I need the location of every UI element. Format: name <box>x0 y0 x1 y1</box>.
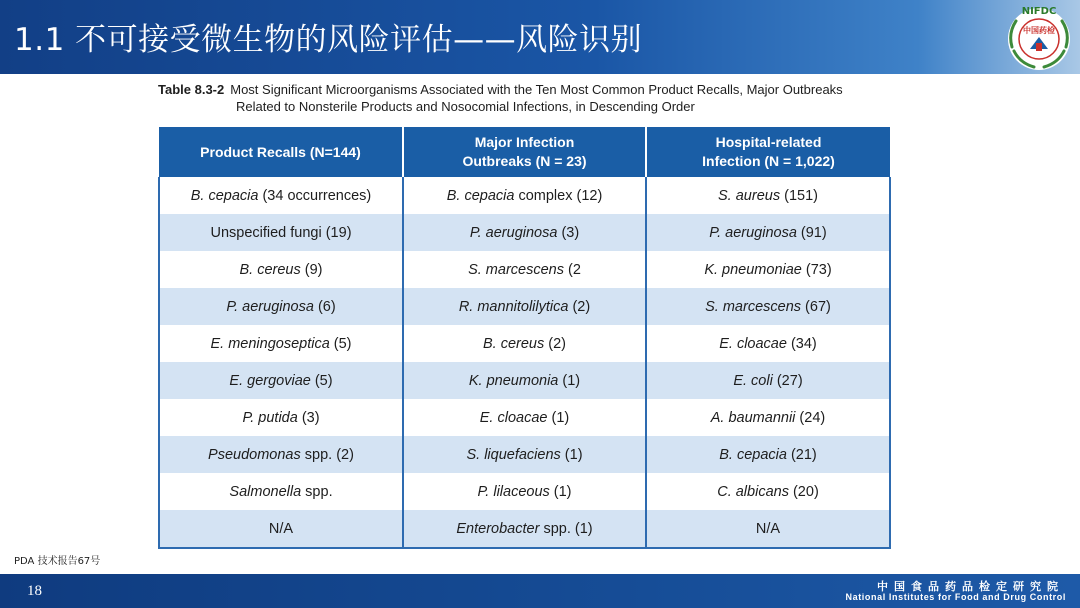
table-row <box>159 436 890 473</box>
table-row <box>159 214 890 251</box>
organism-name: E. gergoviae <box>229 372 311 389</box>
cell-detail: (20) <box>788 483 819 500</box>
organism-name: P. putida <box>242 409 298 426</box>
cell-detail: (6) <box>313 298 336 315</box>
table-cell <box>646 510 890 548</box>
footer-bar <box>0 574 1080 608</box>
table-cell <box>403 473 646 510</box>
cell-detail: (151) <box>780 187 818 204</box>
cell-detail: (24) <box>795 409 826 426</box>
cell-detail: (27) <box>772 372 803 389</box>
table-row <box>159 251 890 288</box>
organism-name: E. cloacae <box>479 409 548 426</box>
table-cell <box>646 399 890 436</box>
cell-detail: spp. <box>301 483 333 500</box>
cell-detail: (2 <box>563 261 581 278</box>
cell-detail: N/A <box>268 520 294 537</box>
table-row <box>159 473 890 510</box>
organism-name: S. liquefaciens <box>466 446 561 463</box>
cell-detail: (1) <box>560 446 583 463</box>
page-number: 18 <box>27 583 42 599</box>
cell-detail: (3) <box>557 224 580 241</box>
table-cell <box>159 251 403 288</box>
organism-name: B. cereus <box>483 335 545 352</box>
table-cell <box>403 510 646 548</box>
cell-detail: (2) <box>568 298 591 315</box>
logo-top-text: NIFDC <box>1021 6 1057 17</box>
caption-line-1: Most Significant Microorganisms Associated with the Ten Most Common Product Recalls, Major Outbreaks <box>230 82 843 97</box>
organism-name: S. aureus <box>718 187 781 204</box>
table-cell <box>159 362 403 399</box>
table-cell <box>646 288 890 325</box>
organism-name: C. albicans <box>717 483 789 500</box>
table-caption <box>158 81 843 115</box>
cell-detail: (3) <box>297 409 320 426</box>
table-cell <box>159 473 403 510</box>
cell-detail: (73) <box>801 261 832 278</box>
table-cell <box>403 325 646 362</box>
cell-detail: spp. (2) <box>300 446 354 463</box>
cell-detail: Unspecified fungi (19) <box>210 224 352 241</box>
organism-name: B. cereus <box>239 261 301 278</box>
table-cell <box>646 177 890 214</box>
table-cell <box>646 214 890 251</box>
cell-detail: N/A <box>755 520 781 537</box>
column-header <box>403 127 646 177</box>
table-row <box>159 510 890 548</box>
table-cell <box>159 510 403 548</box>
table-cell <box>403 362 646 399</box>
cell-detail: (67) <box>801 298 831 315</box>
organism-name: R. mannitolilytica <box>458 298 569 315</box>
logo-center-text: 中国药检 <box>1023 26 1055 35</box>
organism-name: P. aeruginosa <box>469 224 558 241</box>
column-header <box>159 127 403 177</box>
table-cell <box>403 177 646 214</box>
table-cell <box>646 325 890 362</box>
cell-detail: (5) <box>329 335 352 352</box>
cell-detail: complex (12) <box>514 187 603 204</box>
footer-institution-cn: 中国食品药品检定研究院 <box>877 580 1064 593</box>
cell-detail: (9) <box>300 261 323 278</box>
table-cell <box>646 436 890 473</box>
table-row <box>159 288 890 325</box>
cell-detail: (1) <box>558 372 581 389</box>
table-cell <box>159 214 403 251</box>
organism-name: E. cloacae <box>719 335 787 352</box>
column-header-line-2: Infection (N = 1,022) <box>702 153 835 169</box>
table-cell <box>159 325 403 362</box>
source-note: PDA 技术报告67号 <box>14 556 101 567</box>
column-header-line-1: Hospital-related <box>715 134 822 150</box>
table-cell <box>646 251 890 288</box>
organism-name: P. lilaceous <box>477 483 550 500</box>
organism-name: Enterobacter <box>456 520 540 537</box>
table-cell <box>646 473 890 510</box>
organism-name: P. aeruginosa <box>226 298 314 315</box>
organism-name: P. aeruginosa <box>709 224 797 241</box>
organism-name: S. marcescens <box>468 261 564 278</box>
cell-detail: (5) <box>310 372 333 389</box>
column-header-line-2: Outbreaks (N = 23) <box>462 153 587 169</box>
column-header-line-1: Major Infection <box>474 134 575 150</box>
table-cell <box>403 436 646 473</box>
table-number: Table 8.3-2 <box>158 82 225 97</box>
table-cell <box>403 214 646 251</box>
organism-name: A. baumannii <box>710 409 796 426</box>
footer-institution-en: National Institutes for Food and Drug Control <box>845 592 1066 602</box>
cell-detail: (1) <box>547 409 570 426</box>
cell-detail: (21) <box>786 446 817 463</box>
table-cell <box>403 251 646 288</box>
table-row <box>159 325 890 362</box>
table-row <box>159 177 890 214</box>
column-header <box>646 127 890 177</box>
nifdc-logo <box>1000 3 1078 73</box>
cell-detail: (2) <box>544 335 566 352</box>
column-header-line-1: Product Recalls (N=144) <box>200 143 361 160</box>
table-cell <box>159 177 403 214</box>
organism-name: K. pneumonia <box>468 372 559 389</box>
table-row <box>159 362 890 399</box>
title-bar <box>0 0 1080 74</box>
table-header-row <box>159 127 890 177</box>
table-cell <box>159 436 403 473</box>
slide-title: 1.1 不可接受微生物的风险评估——风险识别 <box>14 22 643 58</box>
organism-name: B. cepacia <box>190 187 259 204</box>
caption-line-2: Related to Nonsterile Products and Nosocomial Infections, in Descending Order <box>236 99 695 114</box>
table-cell <box>159 399 403 436</box>
table-cell <box>159 288 403 325</box>
cell-detail: (1) <box>549 483 572 500</box>
table-cell <box>403 399 646 436</box>
microorganism-table <box>158 127 891 549</box>
organism-name: E. coli <box>733 372 773 389</box>
organism-name: B. cepacia <box>446 187 515 204</box>
organism-name: S. marcescens <box>705 298 802 315</box>
table-row <box>159 399 890 436</box>
organism-name: E. meningoseptica <box>210 335 330 352</box>
cell-detail: (34 occurrences) <box>258 187 372 204</box>
organism-name: Pseudomonas <box>208 446 301 463</box>
organism-name: Salmonella <box>229 483 302 500</box>
organism-name: K. pneumoniae <box>704 261 802 278</box>
cell-detail: spp. (1) <box>539 520 593 537</box>
table-cell <box>403 288 646 325</box>
cell-detail: (91) <box>796 224 827 241</box>
cell-detail: (34) <box>786 335 817 352</box>
organism-name: B. cepacia <box>719 446 787 463</box>
table-cell <box>646 362 890 399</box>
